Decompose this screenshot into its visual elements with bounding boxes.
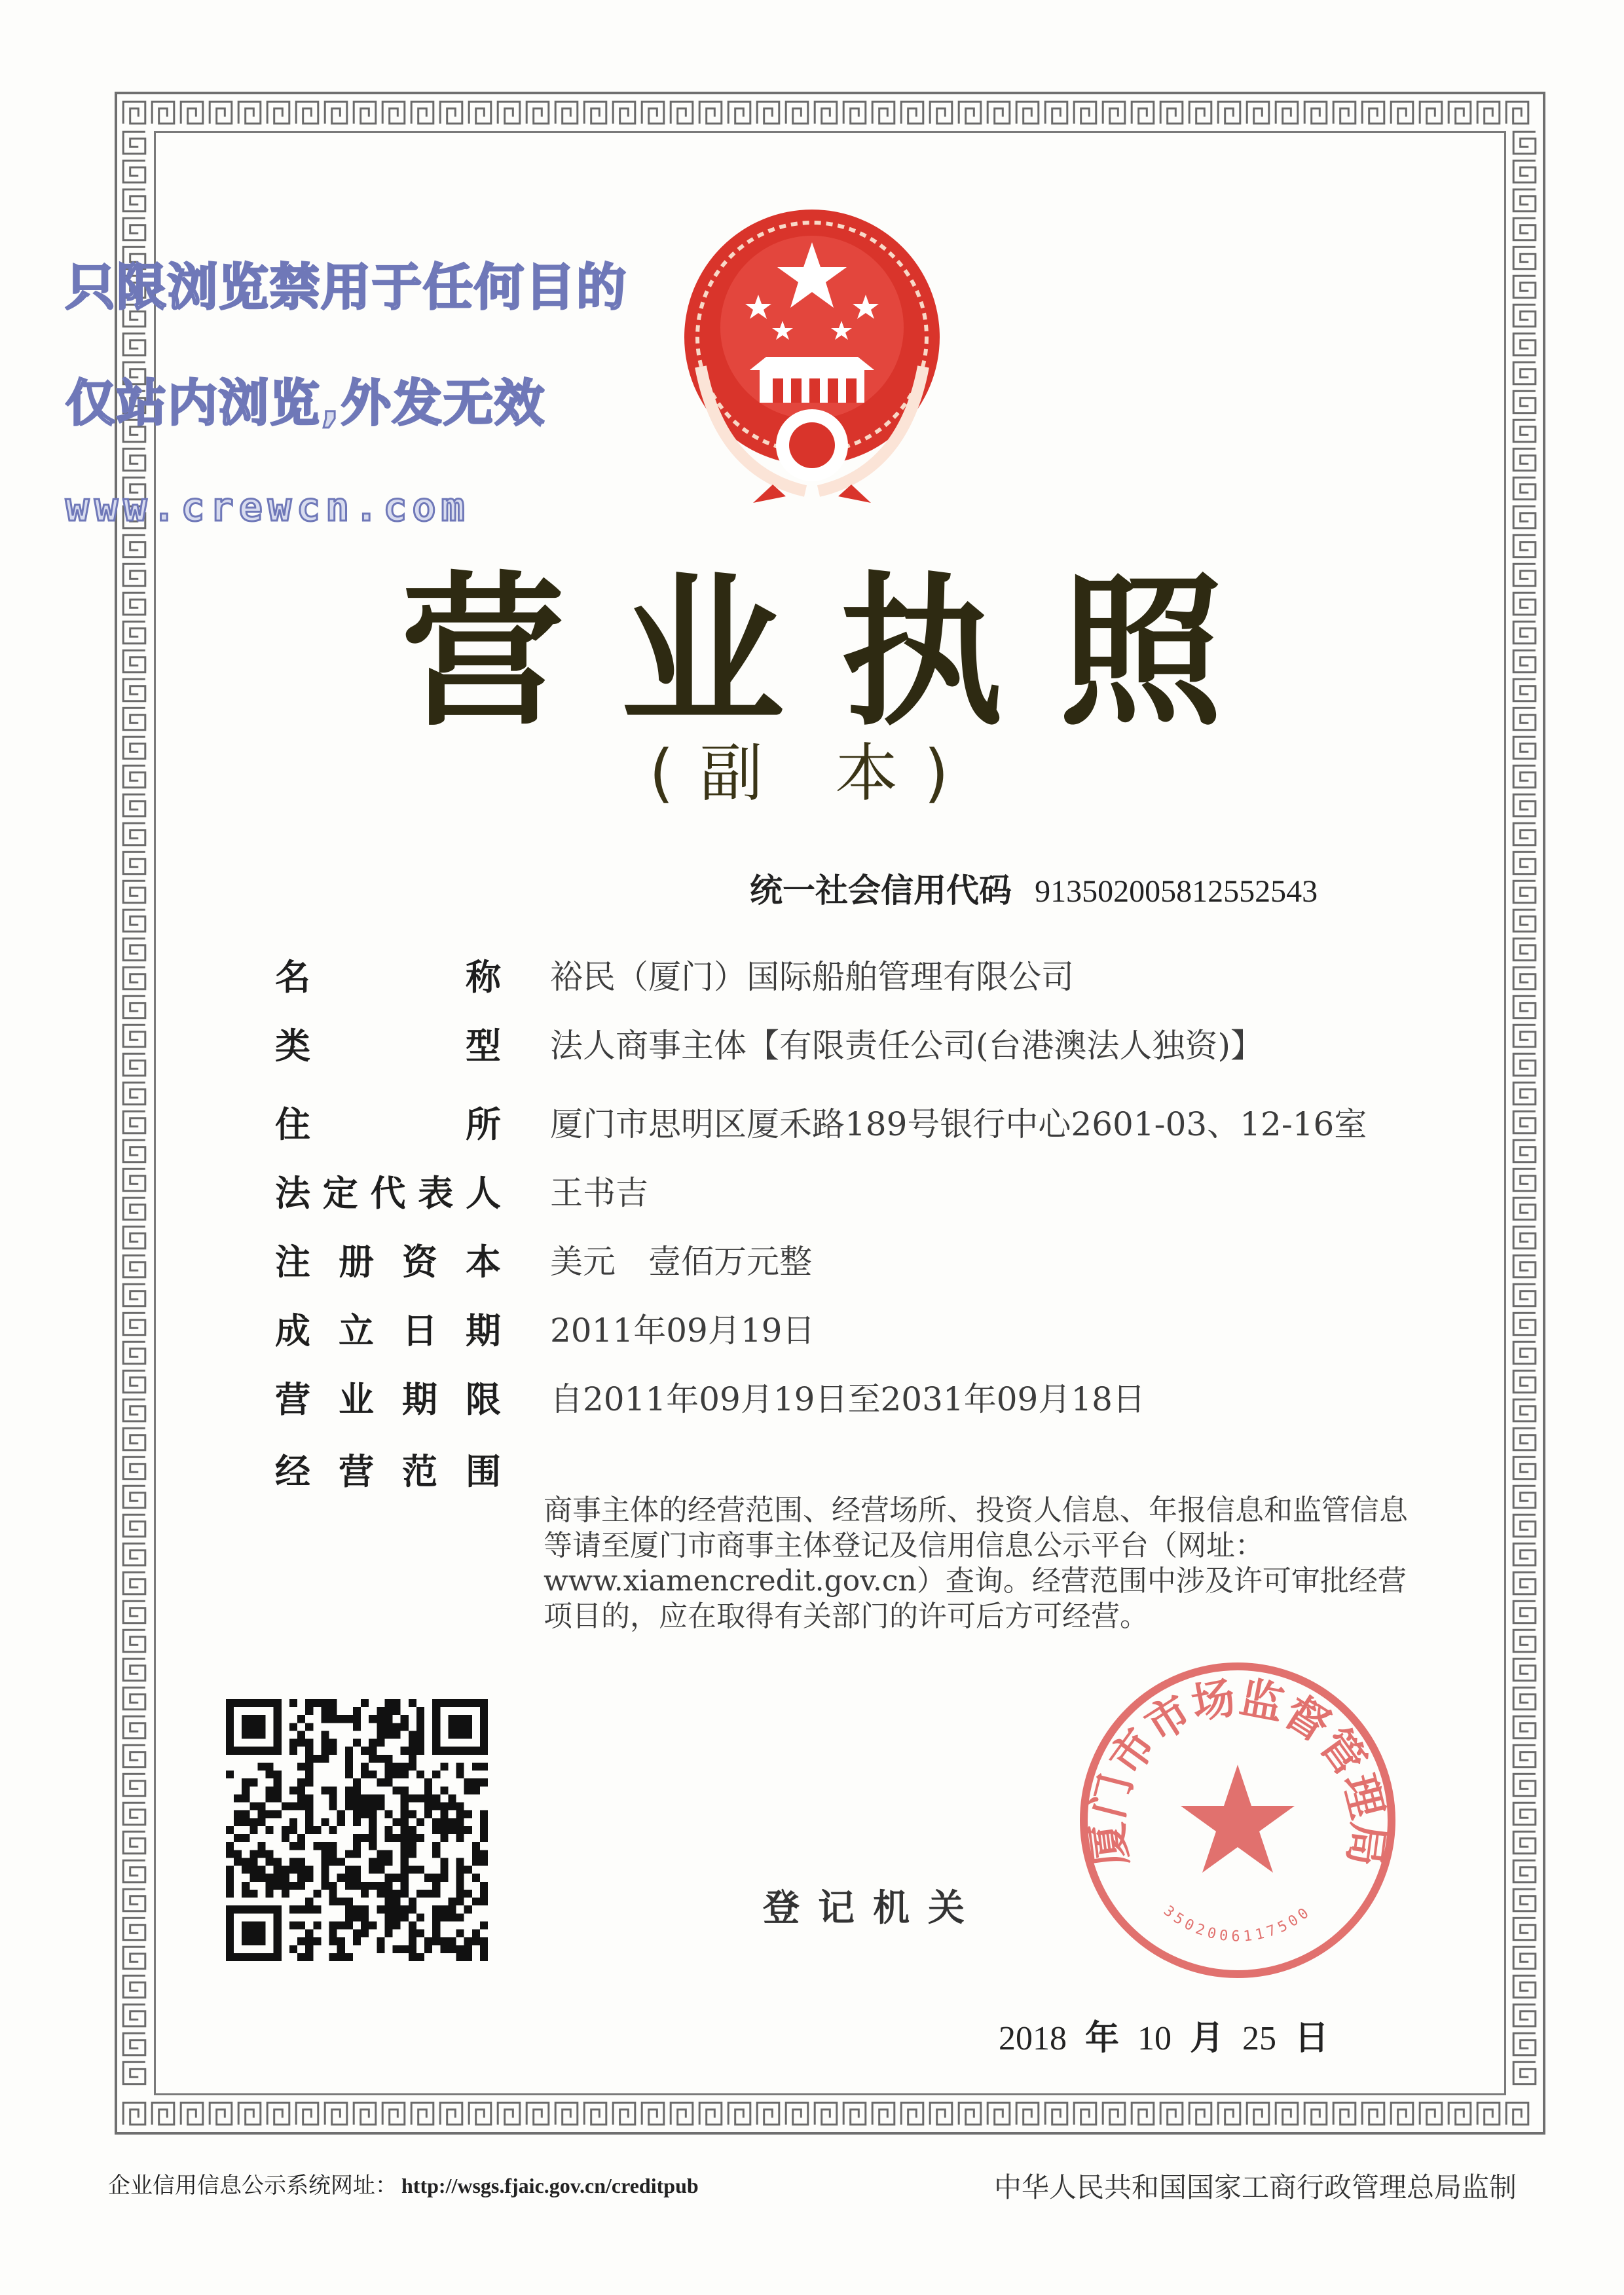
issue-day: 25: [1242, 2020, 1277, 2057]
field-label-char: 册: [339, 1241, 374, 1283]
field-label: [275, 1372, 501, 1422]
greek-key-pattern: [1513, 132, 1536, 2084]
field-label-char: 资: [402, 1241, 437, 1283]
official-seal-icon: [1067, 1650, 1408, 1991]
qr-code-icon[interactable]: [226, 1699, 488, 1961]
qr-modules: [226, 1699, 488, 1961]
field-label-char: 围: [466, 1451, 501, 1492]
field-label-char: 注: [275, 1241, 310, 1283]
field-label-char: 称: [466, 957, 501, 998]
field-value: 裕民（厦门）国际船舶管理有限公司: [550, 958, 1074, 996]
issue-year-unit: 年: [1085, 2019, 1120, 2058]
watermark-line-2: 仅站内浏览,外发无效: [65, 374, 545, 432]
greek-key-border-top: [120, 98, 1540, 128]
greek-key-pattern: [123, 101, 1528, 124]
field-label-char: 业: [339, 1379, 374, 1420]
document-title: 营业执照: [401, 557, 1279, 748]
field-label-char: 限: [466, 1379, 501, 1420]
field-value: 法人商事主体【有限责任公司(台港澳法人独资)】: [550, 1027, 1264, 1065]
field-label-char: 本: [466, 1241, 501, 1283]
field-label: [275, 1166, 501, 1216]
greek-key-border-right: [1510, 128, 1540, 2099]
field-value: 美元 壹佰万元整: [550, 1243, 812, 1281]
field-label-char: 表: [418, 1173, 454, 1214]
field-label-char: 所: [466, 1104, 501, 1145]
field-value: 厦门市思明区厦禾路189号银行中心2601-03、12-16室: [550, 1105, 1367, 1143]
footer-credit-site: [108, 2167, 699, 2199]
field-value: 自2011年09月19日至2031年09月18日: [550, 1380, 1145, 1418]
field-label-char: 日: [402, 1310, 437, 1351]
credit-code-value: 913502005812552543: [1035, 874, 1318, 909]
field-label-char: 营: [339, 1451, 374, 1492]
field-label-char: 人: [466, 1173, 501, 1214]
field-label-char: 定: [322, 1173, 358, 1214]
svg-text:3502006117500: [1160, 1903, 1315, 1945]
field-label-char: 代: [370, 1173, 406, 1214]
field-value: 王书吉: [550, 1174, 648, 1212]
field-label: [275, 1097, 501, 1147]
footer-issuer: 中华人民共和国国家工商行政管理总局监制: [994, 2171, 1517, 2203]
field-label-char: 营: [275, 1379, 310, 1420]
field-label: [275, 1018, 501, 1069]
issue-year: 2018: [999, 2020, 1067, 2057]
issue-month-unit: 月: [1190, 2019, 1225, 2058]
field-label-char: 成: [275, 1310, 310, 1351]
field-label: [275, 949, 501, 1000]
field-label-char: 经: [275, 1451, 310, 1492]
field-label-char: 名: [275, 957, 310, 998]
issue-date: [999, 2010, 1347, 2059]
field-label-char: 范: [402, 1451, 437, 1492]
field-label: [275, 1303, 501, 1353]
credit-code-row: [750, 864, 1318, 911]
field-label: [275, 1234, 501, 1285]
field-label-char: 立: [339, 1310, 374, 1351]
footer-credit-site-label: 企业信用信息公示系统网址：: [108, 2173, 397, 2199]
field-label-char: 型: [466, 1025, 501, 1067]
seal-text: 厦门市市场监督管理局: [1080, 1671, 1395, 1869]
field-label-char: 住: [275, 1104, 310, 1145]
field-label-char: 类: [275, 1025, 310, 1067]
issue-month: 10: [1137, 2020, 1172, 2057]
greek-key-border-bottom: [120, 2099, 1540, 2129]
seal-code: 3502006117500: [1160, 1902, 1316, 1945]
field-value: 2011年09月19日: [550, 1312, 815, 1349]
field-label-char: 期: [402, 1379, 437, 1420]
document-subtitle: (副 本): [649, 737, 975, 810]
issue-day-unit: 日: [1295, 2019, 1329, 2058]
field-label-char: 期: [466, 1310, 501, 1351]
field-label: [275, 1444, 501, 1494]
national-emblem-icon: [674, 196, 950, 504]
credit-code-label: 统一社会信用代码: [750, 872, 1012, 909]
registrar-label: 登记机关: [763, 1887, 983, 1930]
watermark-url: www.crewcn.com: [65, 485, 470, 530]
field-label-char: 法: [275, 1173, 310, 1214]
business-scope-text: 商事主体的经营范围、经营场所、投资人信息、年报信息和监管信息等请至厦门市商事主体登记及信用信息公示平台（网址：www.xiamencredit.gov.cn）查询。经营范围中涉及许可审批经营项目的，应在取得有关部门的许可后方可经营。: [544, 1494, 1408, 1633]
greek-key-pattern: [123, 2102, 1528, 2125]
watermark-line-1: 只限浏览禁用于任何目的: [65, 258, 627, 316]
footer-credit-site-url[interactable]: http://wsgs.fjaic.gov.cn/creditpub: [401, 2174, 699, 2197]
